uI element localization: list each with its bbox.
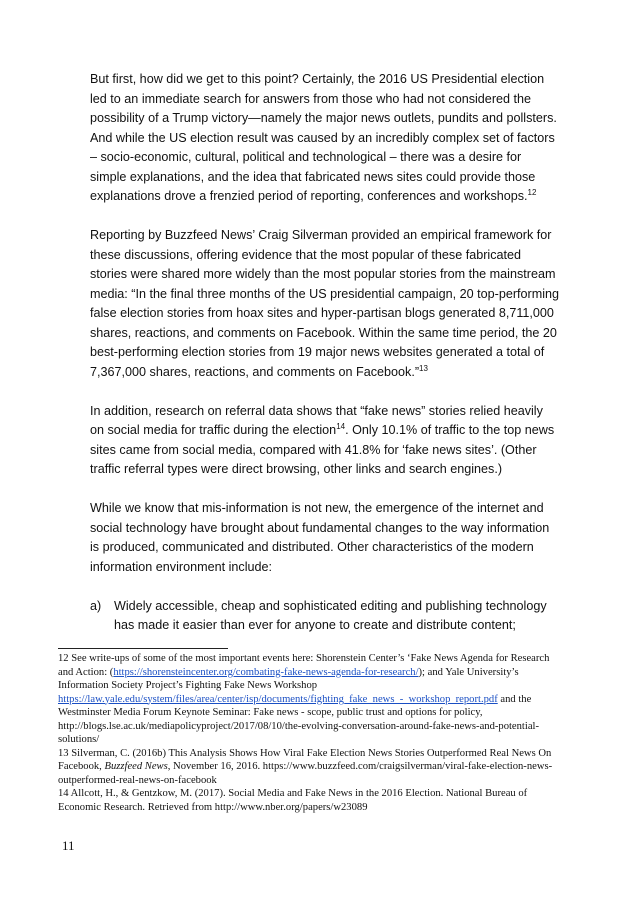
footnotes: [58, 652, 558, 814]
footnote-separator: [58, 648, 228, 649]
list-marker: a): [90, 598, 102, 613]
page-number: 11: [62, 838, 75, 853]
paragraph-2: Reporting by Buzzfeed News’ Craig Silverman provided an empirical framework for these discussions, offering evidence that the most popular of these fabricated stories were shared more widely than the most popular stories from the mainstream media: “In the final three months of the US presidential campaign, 20 top-performing false election stories from hoax sites and hyper-partisan blogs generated 8,711,000 shares, reactions, and comments on Facebook. Within the same time period, the 20 best-performing election stories from 19 major news websites generated a total of 7,367,000 shares, reactions, and comments on Facebook.”$^{13}$: [90, 228, 560, 379]
footnote-14: 14 Allcott, H., & Gentzkow, M. (2017). Social Media and Fake News in the 2016 Election. National Bureau of Economic Research. Retrieved from http://www.nber.org/papers/w23089: [58, 788, 528, 813]
footnote-13: 13 Silverman, C. (2016b) This Analysis Shows How Viral Fake Election News Stories Outperformed Real News On Facebook, Buzzfeed News, November 16, 2016. https://www.buzzfeed.com/craigsilverman/viral-fake-election-news-outperformed-real-news-on-facebook: [58, 747, 553, 786]
footnote-ref-13[interactable]: 13: [419, 363, 428, 373]
footnote-ref-12[interactable]: 12: [527, 187, 537, 197]
paragraph-3: In addition, research on referral data shows that “fake news” stories relied heavily on social media for traffic during the election$^{14}$. Only 10.1% of traffic to the top news sites came from social media, compared with 41.8% for ‘fake news sites’. (Other traffic referral types were direct browsing, other links and search engines.): [90, 403, 555, 476]
footnote-number: 13: [58, 747, 69, 759]
footnote-link-shorenstein[interactable]: https://shorensteincenter.org/combating-fake-news-agenda-for-research/: [113, 666, 419, 678]
footnote-number: 12: [58, 653, 69, 664]
body-text: [90, 70, 560, 655]
footnote-number: 14: [58, 788, 69, 799]
footnote-12: 12 See write-ups of some of the most important events here: Shorenstein Center’s ‘Fake News Agenda for Research and Action: (https://shorensteincenter.org/combating-fake-news-agenda-for-research/); and Yale University’s Information Society Project’s Fighting Fake News Workshop https://law.yale.edu/system/files/area/center/isp/documents/fighting_fake_news_-_workshop_report.pdf and the Westminster Media Forum Keynote Seminar: Fake news - scope, public trust and options for policy, http://blogs.lse.ac.uk/mediapolicyproject/2017/08/10/the-evolving-conversation-around-fake-news-and-potential-solutions/: [58, 653, 550, 745]
footnote-ref-14[interactable]: 14: [336, 421, 346, 431]
list-item-a: a) Widely accessible, cheap and sophisticated editing and publishing technology has made it easier than ever for anyone to create and distribute content;: [90, 598, 547, 632]
footnote-link-yale[interactable]: https://law.yale.edu/system/files/area/center/isp/documents/fighting_fake_news_-_workshop_report.pdf: [58, 693, 498, 705]
paragraph-1: But first, how did we get to this point? Certainly, the 2016 US Presidential election led to an immediate search for answers from those who had not considered the possibility of a Trump victory—namely the major news outlets, pundits and pollsters. And while the US election result was caused by an incredibly complex set of factors – socio-economic, cultural, political and technological – there was a desire for simple explanations, and the idea that fabricated news sites could provide those explanations drove a frenzied period of reporting, conferences and workshops.$^{12}$: [90, 72, 557, 203]
paragraph-4: While we know that mis-information is not new, the emergence of the internet and social technology have brought about fundamental changes to the way information is produced, communicated and distributed. Other characteristics of the modern information environment include:: [90, 501, 550, 574]
